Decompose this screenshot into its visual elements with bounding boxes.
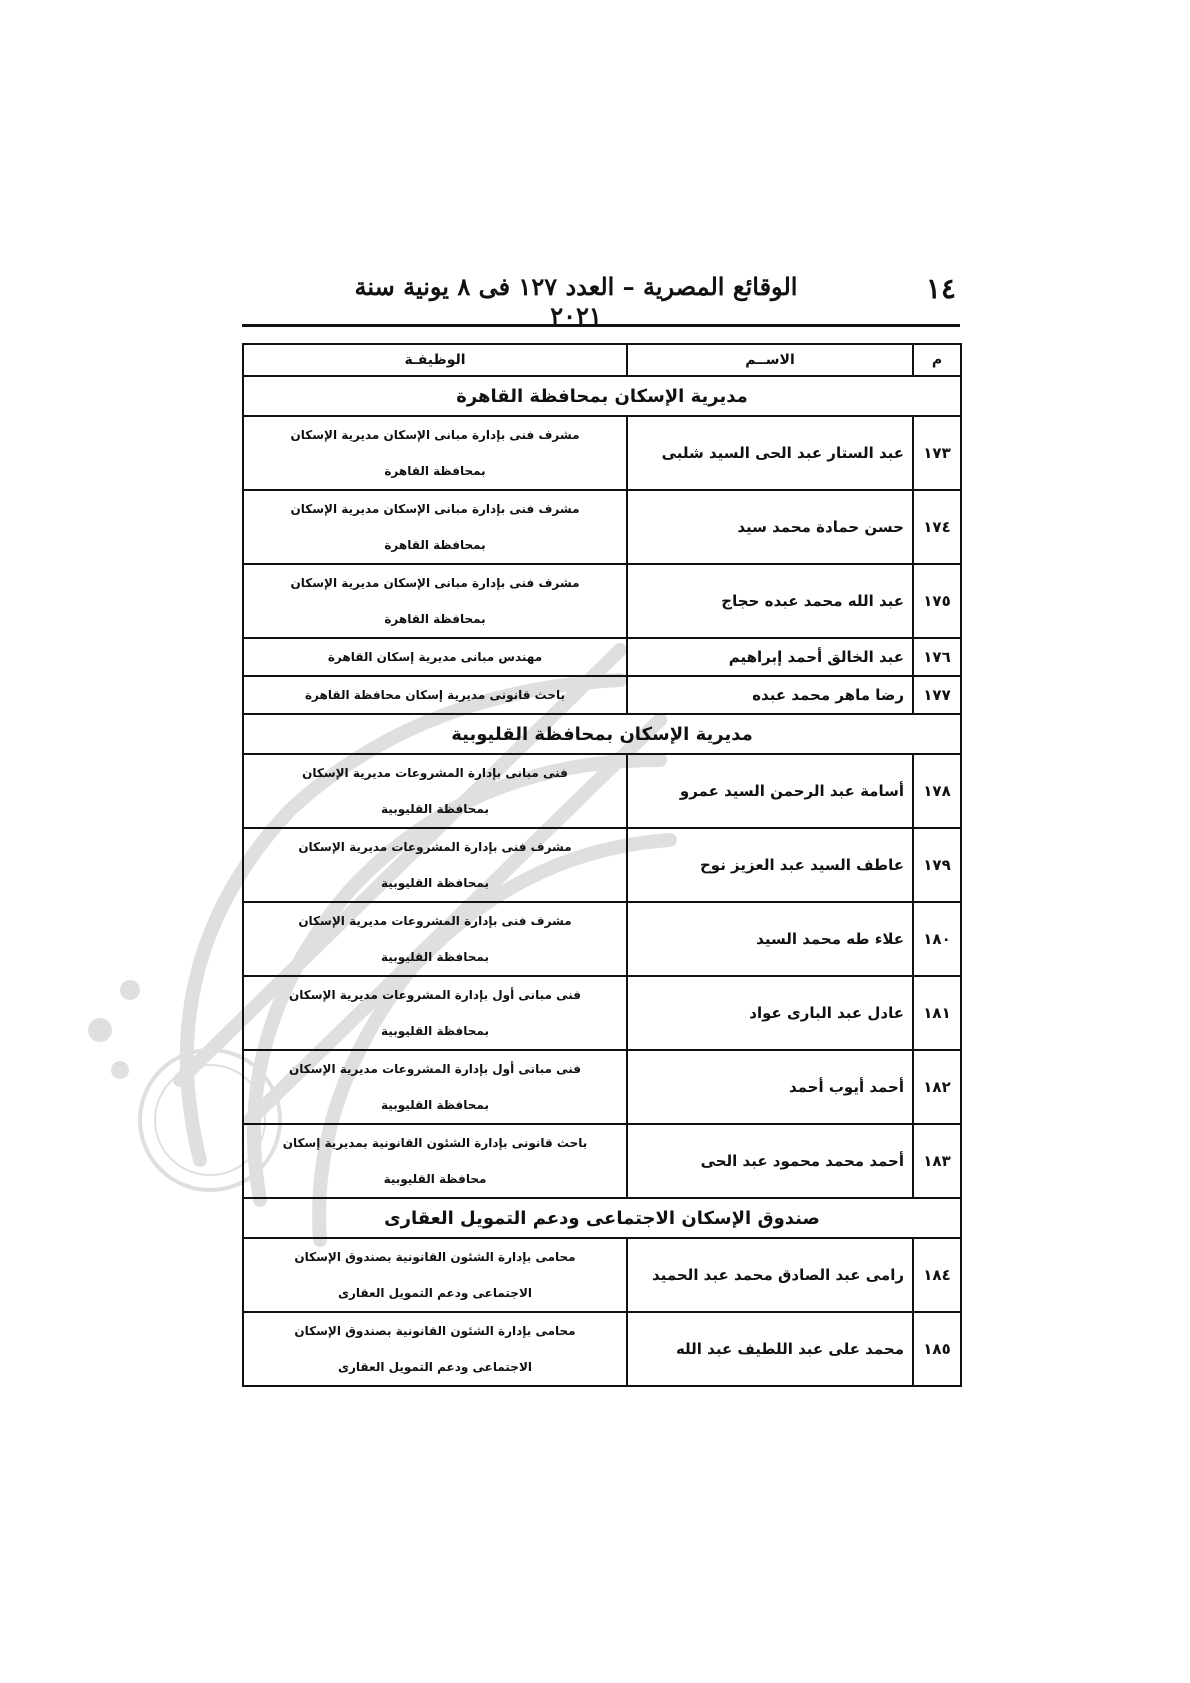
job-title — [243, 638, 627, 676]
section-heading: مديرية الإسكان بمحافظة القاهرة — [243, 376, 961, 416]
job-title-line: مشرف فنى بإدارة مبانى الإسكان مديرية الإسكان — [290, 428, 580, 442]
employee-name: محمد على عبد اللطيف عبد الله — [627, 1312, 913, 1386]
row-number: ١٧٩ — [913, 828, 961, 902]
row-number: ١٧٣ — [913, 416, 961, 490]
table-row — [243, 1312, 961, 1386]
job-title-line: باحث قانونى مديرية إسكان محافظة القاهرة — [304, 688, 566, 702]
row-number: ١٧٦ — [913, 638, 961, 676]
job-title-line: بمحافظة القليوبية — [381, 950, 489, 964]
job-title-line: الاجتماعى ودعم التمويل العقارى — [338, 1286, 532, 1300]
row-number: ١٧٥ — [913, 564, 961, 638]
job-title-line: بمحافظة القاهرة — [384, 464, 486, 478]
job-title — [243, 902, 627, 976]
table-row — [243, 976, 961, 1050]
job-title-line: مشرف فنى بإدارة مبانى الإسكان مديرية الإسكان — [290, 576, 580, 590]
job-title — [243, 676, 627, 714]
table-row — [243, 1124, 961, 1198]
table-row — [243, 1238, 961, 1312]
section-heading: مديرية الإسكان بمحافظة القليوبية — [243, 714, 961, 754]
job-title — [243, 754, 627, 828]
job-title-line: مشرف فنى بإدارة المشروعات مديرية الإسكان — [298, 914, 572, 928]
row-number: ١٨٤ — [913, 1238, 961, 1312]
employee-name: علاء طه محمد السيد — [627, 902, 913, 976]
table-row — [243, 828, 961, 902]
column-header-job: الوظيفـة — [243, 344, 627, 376]
job-title-line: باحث قانونى بإدارة الشئون القانونية بمديرية إسكان — [282, 1136, 588, 1150]
row-number: ١٧٧ — [913, 676, 961, 714]
employee-name: عبد الستار عبد الحى السيد شلبى — [627, 416, 913, 490]
job-title-line: فنى مبانى بإدارة المشروعات مديرية الإسكان — [302, 766, 568, 780]
page-header — [242, 268, 960, 330]
job-title — [243, 1238, 627, 1312]
column-header-number: م — [913, 344, 961, 376]
employee-name: أحمد أيوب أحمد — [627, 1050, 913, 1124]
row-number: ١٨٠ — [913, 902, 961, 976]
employee-name: عبد الخالق أحمد إبراهيم — [627, 638, 913, 676]
table-row — [243, 416, 961, 490]
job-title — [243, 1312, 627, 1386]
table-row — [243, 564, 961, 638]
employee-name: عاطف السيد عبد العزيز نوح — [627, 828, 913, 902]
section-heading: صندوق الإسكان الاجتماعى ودعم التمويل العقارى — [243, 1198, 961, 1238]
employees-table — [242, 343, 962, 1387]
job-title — [243, 1124, 627, 1198]
job-title — [243, 564, 627, 638]
table-row — [243, 638, 961, 676]
job-title-line: فنى مبانى أول بإدارة المشروعات مديرية الإسكان — [289, 988, 581, 1002]
row-number: ١٨١ — [913, 976, 961, 1050]
row-number: ١٧٤ — [913, 490, 961, 564]
job-title-line: مشرف فنى بإدارة مبانى الإسكان مديرية الإسكان — [290, 502, 580, 516]
row-number: ١٨٢ — [913, 1050, 961, 1124]
job-title-line: مهندس مبانى مديرية إسكان القاهرة — [327, 650, 543, 664]
job-title — [243, 828, 627, 902]
job-title-line: بمحافظة القليوبية — [381, 802, 489, 816]
table-row — [243, 676, 961, 714]
job-title — [243, 490, 627, 564]
table-header-row — [243, 344, 961, 376]
page-number: ١٤ — [925, 272, 956, 305]
employee-name: أحمد محمد محمود عبد الحى — [627, 1124, 913, 1198]
row-number: ١٧٨ — [913, 754, 961, 828]
job-title-line: محافظة القليوبية — [383, 1172, 487, 1186]
job-title — [243, 416, 627, 490]
employee-name: عبد الله محمد عبده حجاج — [627, 564, 913, 638]
employee-name: عادل عبد البارى عواد — [627, 976, 913, 1050]
job-title-line: بمحافظة القليوبية — [381, 1024, 489, 1038]
table-row — [243, 1050, 961, 1124]
employee-name: حسن حمادة محمد سيد — [627, 490, 913, 564]
row-number: ١٨٣ — [913, 1124, 961, 1198]
job-title-line: بمحافظة القليوبية — [381, 876, 489, 890]
employee-name: رامى عبد الصادق محمد عبد الحميد — [627, 1238, 913, 1312]
gazette-header-title: الوقائع المصرية – العدد ١٢٧ فى ٨ يونية سنة ٢٠٢١ — [354, 272, 798, 330]
table-row — [243, 902, 961, 976]
job-title-line: بمحافظة القاهرة — [384, 612, 486, 626]
job-title-line: محامى بإدارة الشئون القانونية بصندوق الإسكان — [294, 1324, 576, 1338]
table-row — [243, 754, 961, 828]
job-title-line: بمحافظة القليوبية — [381, 1098, 489, 1112]
employee-name: أسامة عبد الرحمن السيد عمرو — [627, 754, 913, 828]
job-title-line: الاجتماعى ودعم التمويل العقارى — [338, 1360, 532, 1374]
job-title-line: فنى مبانى أول بإدارة المشروعات مديرية الإسكان — [289, 1062, 581, 1076]
job-title-line: بمحافظة القاهرة — [384, 538, 486, 552]
job-title-line: محامى بإدارة الشئون القانونية بصندوق الإسكان — [294, 1250, 576, 1264]
employee-name: رضا ماهر محمد عبده — [627, 676, 913, 714]
table-row — [243, 490, 961, 564]
row-number: ١٨٥ — [913, 1312, 961, 1386]
job-title-line: مشرف فنى بإدارة المشروعات مديرية الإسكان — [298, 840, 572, 854]
job-title — [243, 976, 627, 1050]
column-header-name: الاســم — [627, 344, 913, 376]
job-title — [243, 1050, 627, 1124]
